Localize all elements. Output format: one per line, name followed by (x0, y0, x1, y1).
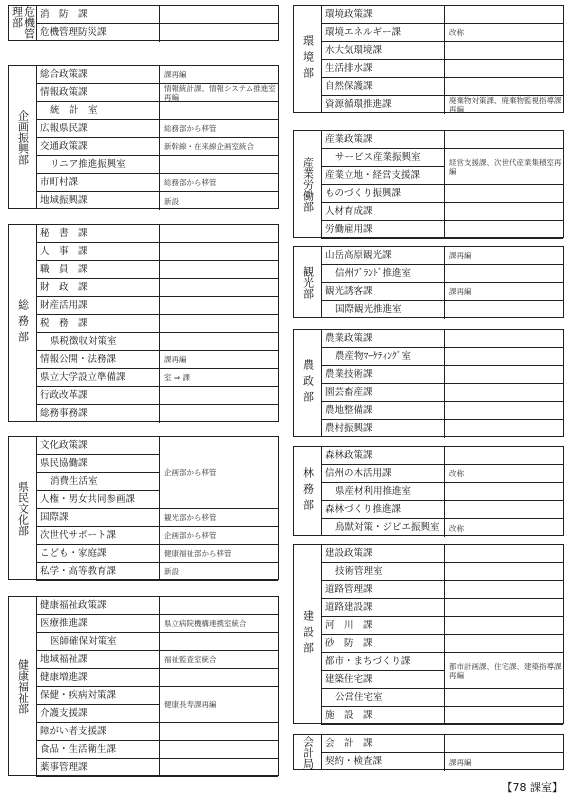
section-note (445, 735, 563, 752)
section-note (445, 6, 563, 23)
merged-note: 経営支援課、次世代産業集積室再編 (445, 149, 563, 185)
section-name: 財 政 課 (36, 279, 160, 296)
section-name: 医師確保対策室 (36, 633, 160, 650)
section-name: 県民協働課 (36, 455, 160, 472)
section-name: 農業政策課 (321, 330, 445, 347)
section-note (445, 707, 563, 724)
section-row (321, 78, 563, 96)
section-note (160, 723, 278, 740)
section-row (321, 348, 563, 366)
section-row (36, 84, 278, 102)
section-name: 鳥獣対策・ジビエ振興室 (321, 519, 445, 537)
section-name: 公営住宅室 (321, 689, 445, 706)
section-note (445, 581, 563, 598)
section-note (445, 617, 563, 634)
section-name: 国際観光推進室 (321, 301, 445, 319)
section-name: こども・家庭課 (36, 545, 160, 562)
section-row (321, 635, 563, 653)
section-note (445, 60, 563, 77)
section-row (36, 509, 278, 527)
section-name: 危機管理防災課 (36, 24, 160, 42)
section-row (321, 420, 563, 438)
section-row (321, 599, 563, 617)
department-name: 総務部 (9, 225, 37, 421)
section-note (160, 243, 278, 260)
section-row (321, 735, 563, 753)
section-note (160, 6, 278, 23)
section-note (445, 402, 563, 419)
section-row (321, 301, 563, 319)
section-note (160, 24, 278, 42)
section-row (36, 66, 278, 84)
department-name: 農政部 (294, 330, 322, 436)
section-name: 砂 防 課 (321, 635, 445, 652)
section-name: ものづくり振興課 (321, 185, 445, 202)
section-name: 契約・検査課 (321, 753, 445, 771)
section-note: 新設 (164, 567, 179, 576)
section-name: 税 務 課 (36, 315, 160, 332)
section-name: 農地整備課 (321, 402, 445, 419)
section-row (36, 527, 278, 545)
section-name: 道路建設課 (321, 599, 445, 616)
section-name: 情報政策課 (36, 84, 160, 101)
section-row (321, 265, 563, 283)
section-note (160, 405, 278, 423)
section-name: 職 員 課 (36, 261, 160, 278)
section-name: 農産物ﾏｰｹﾃｨﾝｸﾞ室 (321, 348, 445, 365)
department-block (293, 544, 564, 724)
section-row (321, 689, 563, 707)
section-name: 私学・高等教育課 (36, 563, 160, 580)
section-row (321, 203, 563, 221)
section-row (36, 315, 278, 333)
section-row (36, 24, 278, 42)
section-name: 産業政策課 (321, 131, 445, 148)
department-block (293, 329, 564, 437)
section-name: 水大気環境課 (321, 42, 445, 59)
department-name: 環境部 (294, 6, 322, 112)
department-name: 企画振興部 (9, 66, 37, 208)
department-block (293, 5, 564, 113)
section-note (445, 483, 563, 500)
section-note: 改称 (449, 28, 464, 37)
section-row (321, 96, 563, 114)
section-note (445, 545, 563, 562)
section-row (321, 545, 563, 563)
section-row (321, 519, 563, 537)
section-row (36, 563, 278, 581)
section-name: 障がい者支援課 (36, 723, 160, 740)
section-row (321, 131, 563, 149)
section-name: 人権・男女共同参画課 (36, 491, 160, 508)
section-note (160, 102, 278, 119)
section-row (36, 192, 278, 210)
section-note (160, 669, 278, 686)
section-name: 自然保護課 (321, 78, 445, 95)
section-name: 国際課 (36, 509, 160, 526)
merged-note: 企画部から移管 (160, 437, 278, 509)
department-block (293, 446, 564, 536)
merged-note: 健康長寿課再編 (160, 687, 278, 723)
section-note (160, 741, 278, 758)
section-note: 課再編 (449, 287, 472, 296)
section-row (321, 563, 563, 581)
section-name: 薬事管理課 (36, 759, 160, 776)
section-note: 福祉監査室統合 (164, 655, 217, 664)
department-block (293, 130, 564, 238)
department-block (8, 596, 279, 776)
section-name: サービス産業振興室 (321, 149, 445, 166)
section-note (445, 301, 563, 319)
section-row (321, 330, 563, 348)
section-note: 課再編 (164, 355, 187, 364)
section-note: 総務部から移管 (164, 124, 217, 133)
section-name: 人材育成課 (321, 203, 445, 220)
section-name: 統 計 室 (36, 102, 160, 119)
section-name: 健康増進課 (36, 669, 160, 686)
section-name: 保健・疾病対策課 (36, 687, 160, 704)
section-row (321, 24, 563, 42)
section-note (160, 315, 278, 332)
section-row (36, 333, 278, 351)
section-note (445, 689, 563, 706)
section-name: 県産材利用推進室 (321, 483, 445, 500)
section-name: 総合政策課 (36, 66, 160, 83)
section-row (36, 120, 278, 138)
section-name: 情報公開・法務課 (36, 351, 160, 368)
section-row (36, 741, 278, 759)
section-note: 課再編 (164, 70, 187, 79)
section-name: 道路管理課 (321, 581, 445, 598)
section-row (321, 402, 563, 420)
section-note (160, 759, 278, 776)
section-note (160, 279, 278, 296)
section-row (36, 138, 278, 156)
section-note (445, 447, 563, 464)
section-name: 山岳高原観光課 (321, 247, 445, 264)
section-name: 施 設 課 (321, 707, 445, 724)
section-row (36, 279, 278, 297)
section-note: 室 ⇒ 課 (164, 373, 191, 382)
section-note: 総務部から移管 (164, 178, 217, 187)
section-name: 産業立地・経営支援課 (321, 167, 445, 184)
section-name: 広報県民課 (36, 120, 160, 137)
section-row (36, 297, 278, 315)
section-note: 新幹線・在来線企画室統合 (164, 142, 254, 151)
section-note (160, 597, 278, 614)
section-note (445, 563, 563, 580)
department-block (8, 224, 279, 422)
section-name: 秘 書 課 (36, 225, 160, 242)
section-name: 労働雇用課 (321, 221, 445, 238)
section-note (445, 203, 563, 220)
department-block (8, 65, 279, 209)
section-name: 建設政策課 (321, 545, 445, 562)
section-note (445, 384, 563, 401)
section-name: 消 防 課 (36, 6, 160, 23)
section-row (36, 723, 278, 741)
section-note: 改称 (449, 523, 464, 533)
section-name: 農村振興課 (321, 420, 445, 438)
section-note (445, 366, 563, 383)
section-row (36, 156, 278, 174)
section-name: リニア推進振興室 (36, 156, 160, 173)
section-row (321, 247, 563, 265)
section-row (36, 633, 278, 651)
merged-note: 都市計画課、住宅課、建築指導課再編 (445, 653, 563, 689)
section-name: 農業技術課 (321, 366, 445, 383)
section-note (445, 420, 563, 438)
department-name: 産業労働部 (294, 131, 322, 237)
section-row (36, 669, 278, 687)
section-name: 市町村課 (36, 174, 160, 191)
section-name: 医療推進課 (36, 615, 160, 632)
section-row (321, 60, 563, 78)
section-note (445, 221, 563, 238)
section-row (36, 651, 278, 669)
section-name: 地域福祉課 (36, 651, 160, 668)
section-name: 河 川 課 (321, 617, 445, 634)
section-row (321, 42, 563, 60)
section-name: 森林づくり推進課 (321, 501, 445, 518)
section-name: 生活排水課 (321, 60, 445, 77)
section-note: 課再編 (449, 757, 472, 767)
section-note: 健康福祉部から移管 (164, 549, 232, 558)
section-name: 人 事 課 (36, 243, 160, 260)
section-note: 情報統計課、情報システム推進室再編 (164, 83, 276, 102)
section-name: 建築住宅課 (321, 671, 445, 688)
department-block (8, 436, 279, 580)
total-count: 【78 課室】 (501, 781, 563, 794)
section-note: 企画部から移管 (164, 531, 217, 540)
section-row (321, 465, 563, 483)
section-note (445, 131, 563, 148)
section-note: 観光部から移管 (164, 513, 217, 522)
department-name: 会計局 (294, 735, 322, 769)
department-block (293, 734, 564, 770)
section-name: 総務事務課 (36, 405, 160, 423)
section-row (321, 185, 563, 203)
section-name: 次世代サポート課 (36, 527, 160, 544)
section-name: 消費生活室 (36, 473, 160, 490)
department-name: 県民文化部 (9, 437, 37, 579)
section-note: 課再編 (449, 251, 472, 260)
section-note (160, 261, 278, 278)
section-row (36, 351, 278, 369)
section-name: 資源循環推進課 (321, 96, 445, 114)
section-note (445, 265, 563, 282)
section-name: 環境エネルギー課 (321, 24, 445, 41)
section-note (160, 387, 278, 404)
section-row (321, 483, 563, 501)
department-name: 観光部 (294, 247, 322, 317)
section-note (160, 333, 278, 350)
department-block (8, 5, 279, 41)
section-name: 県税徴収対策室 (36, 333, 160, 350)
section-row (36, 405, 278, 423)
department-name: 危機管理部 (10, 6, 36, 39)
section-row (36, 387, 278, 405)
section-note: 改称 (449, 469, 464, 478)
section-row (36, 615, 278, 633)
department-block (293, 246, 564, 318)
section-row (36, 174, 278, 192)
section-note: 新設 (164, 196, 179, 206)
section-row (36, 597, 278, 615)
section-row (36, 261, 278, 279)
section-name: 都市・まちづくり課 (321, 653, 445, 670)
section-row (321, 6, 563, 24)
department-name: 林務部 (294, 447, 322, 535)
section-row (36, 243, 278, 261)
section-name: 森林政策課 (321, 447, 445, 464)
section-note (445, 635, 563, 652)
section-row (321, 753, 563, 771)
section-name: 技術管理室 (321, 563, 445, 580)
section-note: 廃棄物対策課、廃棄物監視指導課再編 (449, 96, 562, 114)
section-name: 会 計 課 (321, 735, 445, 752)
section-note (160, 225, 278, 242)
section-row (36, 102, 278, 120)
section-note (445, 185, 563, 202)
department-name: 健康福祉部 (9, 597, 37, 775)
section-row (321, 366, 563, 384)
section-note (445, 330, 563, 347)
section-name: 環境政策課 (321, 6, 445, 23)
section-note: 県立病院機構連携室統合 (164, 619, 247, 628)
section-name: 信州の木活用課 (321, 465, 445, 482)
section-name: 健康福祉政策課 (36, 597, 160, 614)
section-row (321, 581, 563, 599)
section-row (36, 225, 278, 243)
section-name: 食品・生活衛生課 (36, 741, 160, 758)
section-row (321, 283, 563, 301)
section-name: 交通政策課 (36, 138, 160, 155)
section-note (160, 156, 278, 173)
section-row (36, 369, 278, 387)
section-name: 行政改革課 (36, 387, 160, 404)
section-name: 観光誘客課 (321, 283, 445, 300)
section-row (321, 707, 563, 725)
section-note (445, 348, 563, 365)
section-row (321, 617, 563, 635)
section-note (445, 599, 563, 616)
section-name: 介護支援課 (36, 705, 160, 722)
section-name: 文化政策課 (36, 437, 160, 454)
section-row (321, 221, 563, 239)
section-note (445, 78, 563, 95)
department-name: 建設部 (294, 545, 322, 723)
section-note (160, 633, 278, 650)
section-row (321, 447, 563, 465)
section-row (321, 384, 563, 402)
section-row (321, 501, 563, 519)
section-row (36, 545, 278, 563)
section-note (160, 297, 278, 314)
section-name: 県立大学設立準備課 (36, 369, 160, 386)
section-row (36, 6, 278, 24)
section-name: 財産活用課 (36, 297, 160, 314)
section-name: 信州ﾌﾞﾗﾝﾄﾞ推進室 (321, 265, 445, 282)
section-note (445, 501, 563, 518)
section-row (36, 759, 278, 777)
section-name: 地域振興課 (36, 192, 160, 210)
section-name: 園芸畜産課 (321, 384, 445, 401)
section-note (445, 42, 563, 59)
